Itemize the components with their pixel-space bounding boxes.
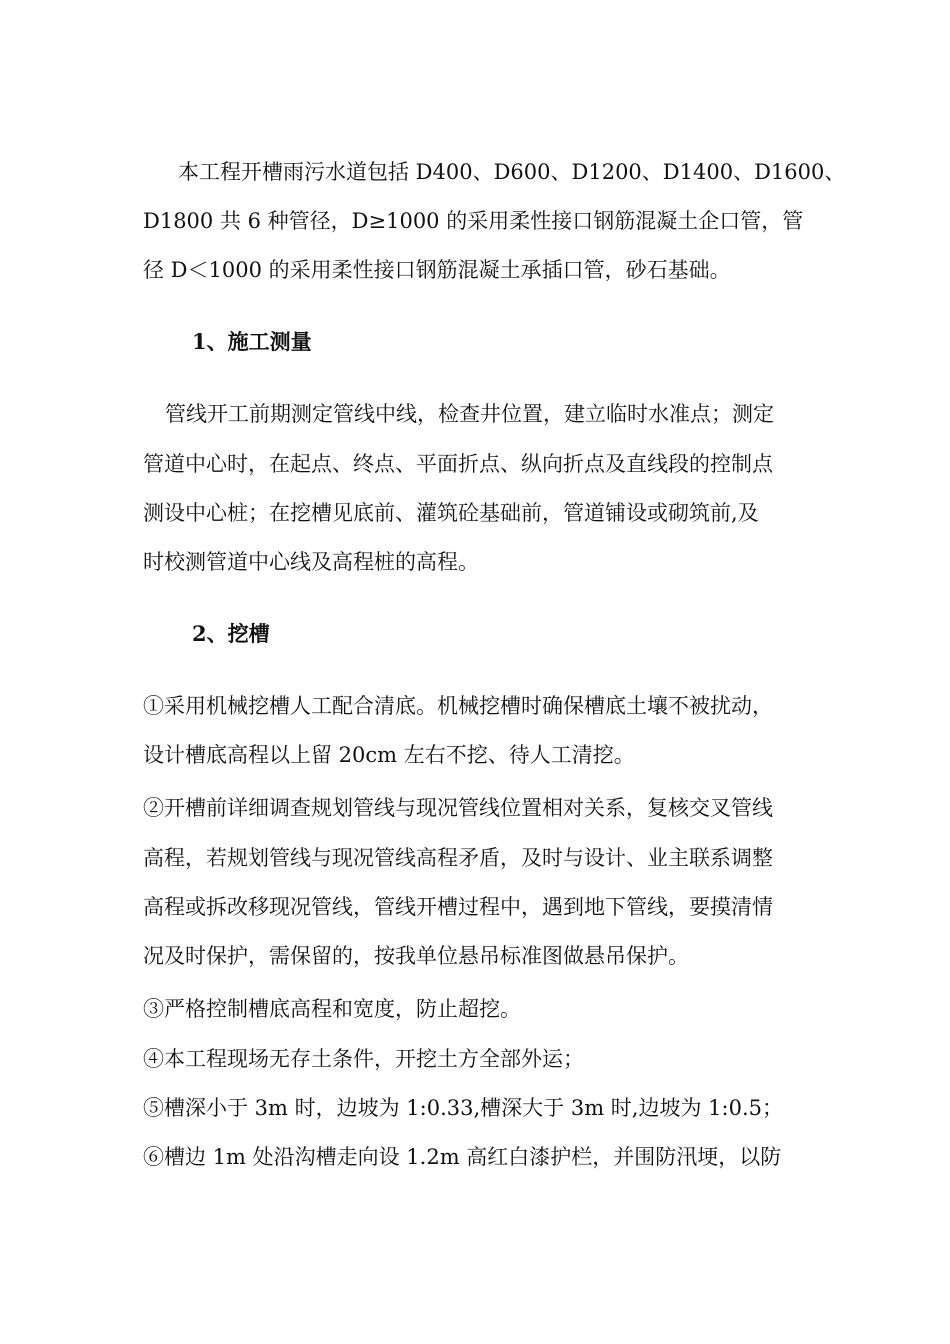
section-2-line-3: ②开槽前详细调查规划管线与现况管线位置相对关系，复核交叉管线 bbox=[143, 796, 773, 820]
intro-line-1: 本工程开槽雨污水道包括 D400、D600、D1200、D1400、D1600、 bbox=[178, 160, 846, 184]
section-2-line-4: 高程，若规划管线与现况管线高程矛盾，及时与设计、业主联系调整 bbox=[143, 846, 773, 870]
section-2-line-7: ③严格控制槽底高程和宽度，防止超挖。 bbox=[143, 997, 521, 1021]
section-2-line-2: 设计槽底高程以上留 20cm 左右不挖、待人工清挖。 bbox=[143, 743, 635, 767]
section-1-line-3: 测设中心桩；在挖槽见底前、灌筑砼基础前，管道铺设或砌筑前,及 bbox=[143, 501, 759, 525]
section-2-line-9: ⑤槽深小于 3m 时，边坡为 1:0.33,槽深大于 3m 时,边坡为 1:0.5； bbox=[143, 1096, 783, 1120]
intro-line-3: 径 D＜1000 的采用柔性接口钢筋混凝土承插口管，砂石基础。 bbox=[143, 258, 731, 282]
section-2-line-8: ④本工程现场无存土条件，开挖土方全部外运； bbox=[143, 1047, 584, 1071]
section-2-heading: 2、挖槽 bbox=[192, 621, 270, 646]
section-2-line-10: ⑥槽边 1m 处沿沟槽走向设 1.2m 高红白漆护栏，并围防汛埂，以防 bbox=[143, 1145, 782, 1169]
section-2-line-5: 高程或拆改移现况管线，管线开槽过程中，遇到地下管线，要摸清情 bbox=[143, 895, 773, 919]
section-1-line-2: 管道中心时，在起点、终点、平面折点、纵向折点及直线段的控制点 bbox=[143, 452, 773, 476]
section-1-heading: 1、施工测量 bbox=[192, 329, 312, 354]
section-1-line-4: 时校测管道中心线及高程桩的高程。 bbox=[143, 550, 479, 574]
section-2-line-6: 况及时保护，需保留的，按我单位悬吊标准图做悬吊保护。 bbox=[143, 944, 689, 968]
section-2-line-1: ①采用机械挖槽人工配合清底。机械挖槽时确保槽底土壤不被扰动， bbox=[143, 694, 773, 718]
section-1-line-1: 管线开工前期测定管线中线，检查井位置，建立临时水准点；测定 bbox=[165, 402, 774, 426]
intro-line-2: D1800 共 6 种管径，D≥1000 的采用柔性接口钢筋混凝土企口管，管 bbox=[143, 209, 804, 233]
